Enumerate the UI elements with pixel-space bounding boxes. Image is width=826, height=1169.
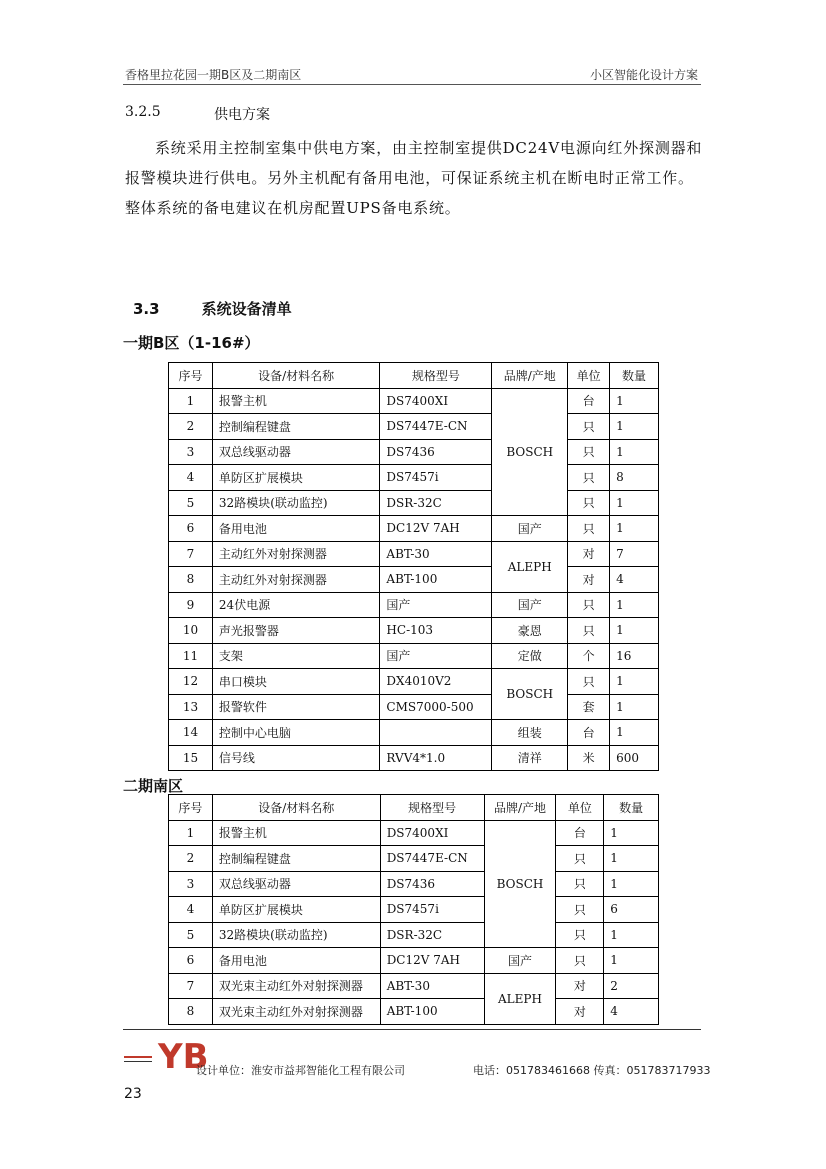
model-cell: DSR-32C xyxy=(380,490,492,516)
row-number-cell: 9 xyxy=(169,592,213,618)
unit-cell: 只 xyxy=(556,922,604,948)
unit-cell: 只 xyxy=(556,897,604,923)
row-number-cell: 3 xyxy=(169,871,213,897)
item-name-cell: 报警软件 xyxy=(212,694,380,720)
row-number-cell: 6 xyxy=(169,948,213,974)
model-cell: RVV4*1.0 xyxy=(380,745,492,771)
subsection-heading xyxy=(133,298,292,319)
table-row xyxy=(169,490,659,516)
quantity-cell: 7 xyxy=(610,541,659,567)
row-number-cell: 10 xyxy=(169,618,213,644)
brand-cell: 国产 xyxy=(492,592,568,618)
header-cell: 设备/材料名称 xyxy=(212,795,380,821)
item-name-cell: 控制编程键盘 xyxy=(212,414,380,440)
quantity-cell: 1 xyxy=(610,618,659,644)
quantity-cell: 1 xyxy=(610,669,659,695)
model-cell: DS7400XI xyxy=(380,388,492,414)
header-cell: 数量 xyxy=(604,795,659,821)
header-divider xyxy=(123,84,701,85)
page-number: 23 xyxy=(124,1086,142,1102)
row-number-cell: 5 xyxy=(169,490,213,516)
header-cell: 品牌/产地 xyxy=(484,795,556,821)
table-row xyxy=(169,669,659,695)
unit-cell: 米 xyxy=(568,745,610,771)
logo-mark: YB xyxy=(158,1037,209,1077)
model-cell: DS7447E-CN xyxy=(380,846,484,872)
model-cell: 国产 xyxy=(380,643,492,669)
model-cell: DS7400XI xyxy=(380,820,484,846)
table-row xyxy=(169,922,659,948)
row-number-cell: 4 xyxy=(169,897,213,923)
brand-cell: ALEPH xyxy=(484,973,556,1024)
table-row xyxy=(169,999,659,1025)
header-cell: 序号 xyxy=(169,795,213,821)
table-row xyxy=(169,871,659,897)
quantity-cell: 1 xyxy=(610,592,659,618)
model-cell: HC-103 xyxy=(380,618,492,644)
company-logo xyxy=(124,1034,209,1077)
row-number-cell: 12 xyxy=(169,669,213,695)
table-row xyxy=(169,745,659,771)
table-row xyxy=(169,846,659,872)
unit-cell: 只 xyxy=(568,490,610,516)
unit-cell: 只 xyxy=(568,516,610,542)
quantity-cell: 1 xyxy=(610,388,659,414)
model-cell xyxy=(380,720,492,746)
quantity-cell: 1 xyxy=(604,948,659,974)
row-number-cell: 4 xyxy=(169,465,213,491)
quantity-cell: 1 xyxy=(604,820,659,846)
quantity-cell: 6 xyxy=(604,897,659,923)
model-cell: DS7457i xyxy=(380,897,484,923)
model-cell: DC12V 7AH xyxy=(380,948,484,974)
row-number-cell: 14 xyxy=(169,720,213,746)
table-header-row xyxy=(169,795,659,821)
section-title: 供电方案 xyxy=(214,107,270,123)
section-number: 3.2.5 xyxy=(125,104,161,120)
table-row xyxy=(169,643,659,669)
model-cell: ABT-100 xyxy=(380,567,492,593)
unit-cell: 只 xyxy=(556,846,604,872)
item-name-cell: 报警主机 xyxy=(212,820,380,846)
quantity-cell: 16 xyxy=(610,643,659,669)
item-name-cell: 备用电池 xyxy=(212,948,380,974)
unit-cell: 只 xyxy=(556,871,604,897)
table-row xyxy=(169,820,659,846)
table-row xyxy=(169,516,659,542)
item-name-cell: 单防区扩展模块 xyxy=(212,465,380,491)
model-cell: ABT-30 xyxy=(380,541,492,567)
model-cell: 国产 xyxy=(380,592,492,618)
item-name-cell: 控制编程键盘 xyxy=(212,846,380,872)
unit-cell: 只 xyxy=(568,439,610,465)
item-name-cell: 支架 xyxy=(212,643,380,669)
row-number-cell: 15 xyxy=(169,745,213,771)
quantity-cell: 1 xyxy=(610,694,659,720)
unit-cell: 只 xyxy=(568,669,610,695)
table-row xyxy=(169,720,659,746)
brand-cell: 组装 xyxy=(492,720,568,746)
brand-cell: 清祥 xyxy=(492,745,568,771)
model-cell: ABT-100 xyxy=(380,999,484,1025)
row-number-cell: 7 xyxy=(169,973,213,999)
footer-company: 设计单位：淮安市益邦智能化工程有限公司 xyxy=(196,1064,405,1077)
model-cell: DS7436 xyxy=(380,871,484,897)
unit-cell: 只 xyxy=(568,414,610,440)
item-name-cell: 双总线驱动器 xyxy=(212,439,380,465)
quantity-cell: 1 xyxy=(604,846,659,872)
quantity-cell: 1 xyxy=(610,439,659,465)
table-row xyxy=(169,973,659,999)
table-row xyxy=(169,694,659,720)
subsection-title: 系统设备清单 xyxy=(201,300,292,318)
quantity-cell: 600 xyxy=(610,745,659,771)
unit-cell: 台 xyxy=(568,720,610,746)
item-name-cell: 24伏电源 xyxy=(212,592,380,618)
unit-cell: 只 xyxy=(568,592,610,618)
row-number-cell: 1 xyxy=(169,388,213,414)
brand-cell: BOSCH xyxy=(484,820,556,948)
quantity-cell: 1 xyxy=(610,490,659,516)
header-cell: 规格型号 xyxy=(380,363,492,389)
item-name-cell: 32路模块(联动监控) xyxy=(212,490,380,516)
quantity-cell: 1 xyxy=(610,414,659,440)
table-row xyxy=(169,541,659,567)
model-cell: DS7447E-CN xyxy=(380,414,492,440)
row-number-cell: 8 xyxy=(169,999,213,1025)
model-cell: DX4010V2 xyxy=(380,669,492,695)
item-name-cell: 双光束主动红外对射探测器 xyxy=(212,999,380,1025)
quantity-cell: 8 xyxy=(610,465,659,491)
header-cell: 设备/材料名称 xyxy=(212,363,380,389)
table-row xyxy=(169,388,659,414)
table-row xyxy=(169,439,659,465)
unit-cell: 对 xyxy=(556,999,604,1025)
model-cell: DS7457i xyxy=(380,465,492,491)
quantity-cell: 1 xyxy=(604,871,659,897)
unit-cell: 对 xyxy=(568,567,610,593)
paragraph-text: 系统采用主控制室集中供电方案，由主控制室提供DC24V电源向红外探测器和报警模块进行供电。另外主机配有备用电池，可保证系统主机在断电时正常工作。整体系统的备电建议在机房配置UPS备电系统。 xyxy=(125,139,703,217)
quantity-cell: 4 xyxy=(610,567,659,593)
model-cell: ABT-30 xyxy=(380,973,484,999)
row-number-cell: 2 xyxy=(169,414,213,440)
model-cell: DC12V 7AH xyxy=(380,516,492,542)
table-row xyxy=(169,465,659,491)
quantity-cell: 2 xyxy=(604,973,659,999)
subsection-number: 3.3 xyxy=(133,300,160,318)
unit-cell: 只 xyxy=(556,948,604,974)
table-row xyxy=(169,414,659,440)
header-cell: 数量 xyxy=(610,363,659,389)
brand-cell: BOSCH xyxy=(492,669,568,720)
item-name-cell: 声光报警器 xyxy=(212,618,380,644)
item-name-cell: 信号线 xyxy=(212,745,380,771)
unit-cell: 只 xyxy=(568,465,610,491)
brand-cell: 定做 xyxy=(492,643,568,669)
item-name-cell: 主动红外对射探测器 xyxy=(212,567,380,593)
unit-cell: 对 xyxy=(568,541,610,567)
brand-cell: ALEPH xyxy=(492,541,568,592)
item-name-cell: 串口模块 xyxy=(212,669,380,695)
item-name-cell: 双光束主动红外对射探测器 xyxy=(212,973,380,999)
item-name-cell: 报警主机 xyxy=(212,388,380,414)
row-number-cell: 13 xyxy=(169,694,213,720)
phase1-title: 一期B区（1-16#） xyxy=(123,334,260,352)
footer-contact: 电话：051783461668 传真：051783717933 xyxy=(473,1064,711,1077)
table-row xyxy=(169,897,659,923)
unit-cell: 台 xyxy=(556,820,604,846)
row-number-cell: 8 xyxy=(169,567,213,593)
header-left-title: 香格里拉花园一期B区及二期南区 xyxy=(125,68,302,82)
table-header-row xyxy=(169,363,659,389)
unit-cell: 个 xyxy=(568,643,610,669)
item-name-cell: 控制中心电脑 xyxy=(212,720,380,746)
brand-cell: 国产 xyxy=(492,516,568,542)
unit-cell: 台 xyxy=(568,388,610,414)
table-row xyxy=(169,948,659,974)
row-number-cell: 2 xyxy=(169,846,213,872)
model-cell: CMS7000-500 xyxy=(380,694,492,720)
phase1-equipment-table xyxy=(168,362,659,771)
footer-divider xyxy=(123,1029,701,1030)
item-name-cell: 双总线驱动器 xyxy=(212,871,380,897)
item-name-cell: 32路模块(联动监控) xyxy=(212,922,380,948)
item-name-cell: 主动红外对射探测器 xyxy=(212,541,380,567)
header-cell: 单位 xyxy=(556,795,604,821)
brand-cell: BOSCH xyxy=(492,388,568,516)
quantity-cell: 4 xyxy=(604,999,659,1025)
brand-cell: 国产 xyxy=(484,948,556,974)
table-row xyxy=(169,618,659,644)
section-paragraph xyxy=(125,133,705,223)
model-cell: DSR-32C xyxy=(380,922,484,948)
unit-cell: 只 xyxy=(568,618,610,644)
unit-cell: 对 xyxy=(556,973,604,999)
row-number-cell: 3 xyxy=(169,439,213,465)
quantity-cell: 1 xyxy=(610,516,659,542)
quantity-cell: 1 xyxy=(604,922,659,948)
row-number-cell: 11 xyxy=(169,643,213,669)
header-cell: 单位 xyxy=(568,363,610,389)
table-row xyxy=(169,567,659,593)
model-cell: DS7436 xyxy=(380,439,492,465)
table-row xyxy=(169,592,659,618)
header-right-title: 小区智能化设计方案 xyxy=(589,68,698,82)
item-name-cell: 单防区扩展模块 xyxy=(212,897,380,923)
row-number-cell: 5 xyxy=(169,922,213,948)
header-cell: 规格型号 xyxy=(380,795,484,821)
item-name-cell: 备用电池 xyxy=(212,516,380,542)
row-number-cell: 1 xyxy=(169,820,213,846)
header-cell: 序号 xyxy=(169,363,213,389)
phase2-equipment-table xyxy=(168,794,659,1025)
unit-cell: 套 xyxy=(568,694,610,720)
row-number-cell: 6 xyxy=(169,516,213,542)
phase2-title: 二期南区 xyxy=(123,777,184,795)
row-number-cell: 7 xyxy=(169,541,213,567)
quantity-cell: 1 xyxy=(610,720,659,746)
header-cell: 品牌/产地 xyxy=(492,363,568,389)
brand-cell: 豪恩 xyxy=(492,618,568,644)
